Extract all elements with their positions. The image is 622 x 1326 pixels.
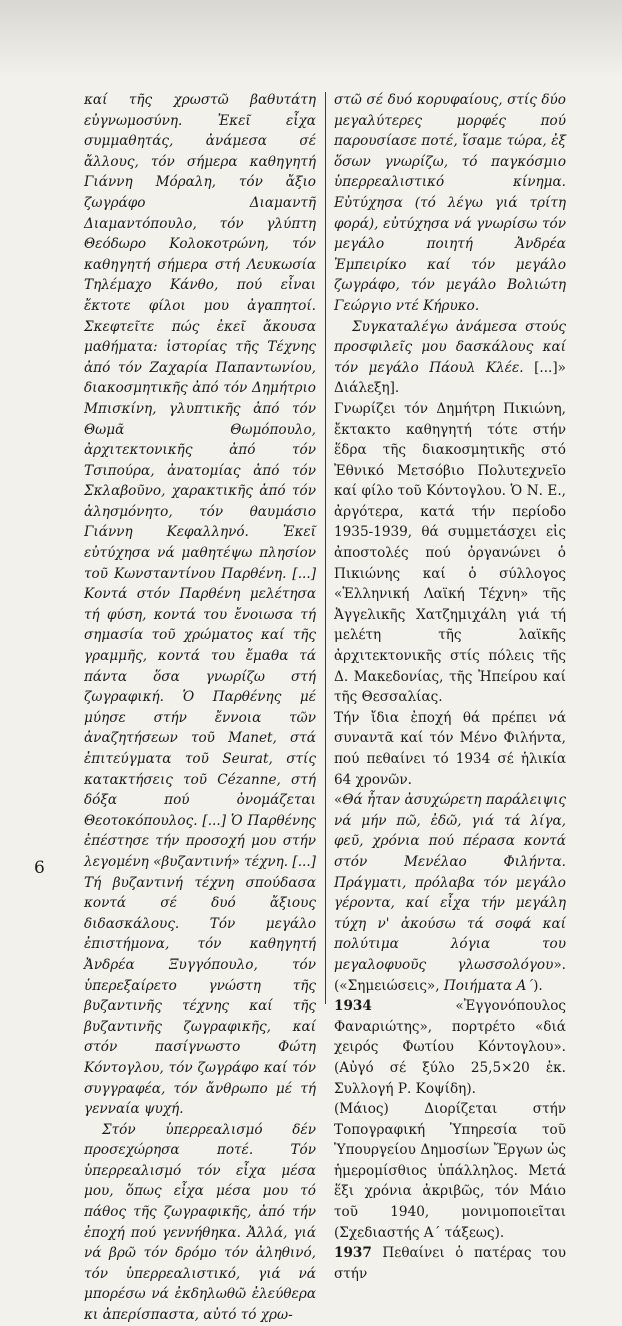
- text-run: «Ἐγγονόπουλος Φαναριώτης», πορτρέτο «διά χειρός Φωτίου Κόντογλου». (Αὐγό σέ ξύλο 25,5×20 ἑκ. Συλλογή Ρ. Κοψίδη).: [334, 998, 566, 1097]
- scan-top-shadow: [0, 0, 622, 78]
- left-column: [84, 90, 316, 1326]
- paragraph: Στόν ὑπερρεαλισμό δέν προσεχώρησα ποτέ. Τόν ὑπερρεαλισμό τόν εἶχα μέσα μου, ὅπως εἶχα μέσα μου τό πάθος τῆς ζωγραφικῆς, ἀπό τήν ἐποχή πού γεννήθηκα. Ἀλλά, γιά νά βρῶ τόν δρόμο τόν ἀληθινό, τόν ὑπερρεαλιστικό, γιά νά μπορέσω νά ἐκδηλωθῶ ἐλεύθερα κι ἀπερίσπαστα, αὐτό τό χρω-: [84, 1121, 316, 1324]
- text-run: ).: [533, 977, 543, 994]
- paragraph: [334, 996, 566, 1099]
- paragraph: [334, 1243, 566, 1284]
- text-run: Πεθαίνει ὁ πατέρας του στήν: [334, 1245, 566, 1282]
- paragraph: Τήν ἴδια ἐποχή θά πρέπει νά συναντᾶ καί τόν Μένο Φιλήντα, πού πεθαίνει τό 1934 σέ ἡλικία 64 χρονῶν.: [334, 709, 566, 788]
- text-run: ». («Σημειώσεις»,: [334, 956, 566, 994]
- text-run: Θά ἦταν ἀσυχώρετη παράλειψις νά μήν πῶ, ἐδῶ, γιά τά λίγα, φεῦ, χρόνια πού πέρασα κοντά στόν Μενέλαο Φιλήντα. Πράγματι, πρόλαβα τόν μεγάλο γέροντα, καί εἶχα τήν μεγάλη τύχη ν' ἀκούσω τά σοφά καί πολύτιμα λόγια του μεγαλοφυοῦς γλωσσολόγου: [334, 792, 566, 973]
- right-column: [334, 90, 566, 1284]
- paragraph: στῶ σέ δυό κορυφαίους, στίς δύο μεγαλύτερες μορφές πού παρουσίασε ποτέ, ἴσαμε τώρα, ἐξ ὅσων γνωρίζω, τό παγκόσμιο ὑπερρεαλιστικό κίνημα. Εὐτύχησα (τό λέγω γιά τρίτη φορά), εὐτύχησα νά γνωρίσω τόν μεγάλο ποιητή Ἀνδρέα Ἐμπειρίκο καί τόν μεγάλο ζωγράφο, τόν μεγάλο Βολιώτη Γεώργιο ντέ Κήρυκο.: [334, 92, 566, 314]
- text-run: [...]» Διάλεξη].: [334, 359, 566, 397]
- paragraph: Γνωρίζει τόν Δημήτρη Πικιώνη, ἔκτακτο καθηγητή τότε στήν ἕδρα τῆς διακοσμητικῆς στό Ἐθνικό Μετσόβιο Πολυτεχνεῖο καί φίλο τοῦ Κόντογλου. Ὁ Ν. Ε., ἀργότερα, κατά τήν περίοδο 1935-1939, θά συμμετάσχει εἰς ἀποστολές πού ὀργανώνει ὁ Πικιώνης καί ὁ σύλλογος «Ἑλληνική Λαϊκή Τέχνη» τῆς Ἀγγελικῆς Χατζημιχάλη γιά τή μελέτη τῆς λαϊκῆς ἀρχιτεκτονικῆς στίς πόλεις τῆς Δ. Μακεδονίας, τῆς Ἠπείρου καί τῆς Θεσσαλίας.: [334, 400, 566, 706]
- text-run: Ποιήματα Α΄: [443, 977, 534, 994]
- paragraph: [334, 317, 566, 399]
- text-run: «: [334, 792, 343, 809]
- paragraph: καί τῆς χρωστῶ βαθυτάτη εὐγνωμοσύνη. Ἐκεῖ εἶχα συμμαθητάς, ἀνάμεσα σέ ἄλλους, τόν σήμερα καθηγητή Γιάννη Μόραλη, τόν ἄξιο ζωγράφο Διαμαντῆ Διαμαντόπουλο, τόν γλύπτη Θεόδωρο Κολοκοτρώνη, τόν καθηγητή σήμερα στή Λευκωσία Τηλέμαχο Κάνθο, πού εἶναι ἔκτοτε φίλοι μου ἀγαπητοί. Σκεφτεῖτε πώς ἐκεῖ ἄκουσα μαθήματα: ἱστορίας τῆς Τέχνης ἀπό τόν Ζαχαρία Παπαντωνίου, διακοσμητικῆς ἀπό τόν Δημήτριο Μπισκίνη, γλυπτικῆς ἀπό τόν Θωμᾶ Θωμόπουλο, ἀρχιτεκτονικῆς ἀπό τόν Τσιπούρα, ἀνατομίας ἀπό τόν Σκλαβοῦνο, χαρακτικῆς ἀπό τόν ἀλησμόνητο, τόν θαυμάσιο Γιάννη Κεφαλληνό. Ἐκεῖ εὐτύχησα νά μαθητέψω πλησίον τοῦ Κωνσταντίνου Παρθένη. [...] Κοντά στόν Παρθένη μελέτησα τή φύση, κοντά του ἔνοιωσα τή σημασία τοῦ χρώματος καί τῆς γραμμῆς, κοντά του ἔμαθα τά πάντα ὅσα γνωρίζω στή ζωγραφική. Ὁ Παρθένης μέ μύησε στήν ἔννοια τῶν ἀναζητήσεων τοῦ Manet, στά ἐπιτεύγματα τοῦ Seurat, στίς κατακτήσεις τοῦ Cézanne, στή δόξα πού ὀνομάζεται Θεοτοκόπουλος. [...] Ὁ Παρθένης ἐπέστησε τήν προσοχή μου στήν λεγομένη «βυζαντινή» τέχνη. [...] Τή βυζαντινή τέχνη σπούδασα κοντά σέ δυό ἄξιους διδασκάλους. Τόν μεγάλο ἐπιστήμονα, τόν καθηγητή Ἀνδρέα Ξυγγόπουλο, τόν ὑπερεξαίρετο γνώστη τῆς βυζαντινῆς τέχνης καί τῆς βυζαντινῆς ζωγραφικῆς, καί στόν πασίγνωστο Φώτη Κόντογλου, τόν ζωγράφο καί τόν συγγραφέα, τόν ἄνθρωπο μέ τή γενναία ψυχή.: [84, 92, 316, 1118]
- page-number: 6: [34, 858, 45, 878]
- paragraph: (Μάιος) Διορίζεται στήν Τοπογραφική Ὑπηρεσία τοῦ Ὑπουργείου Δημοσίων Ἔργων ὡς ἡμερομίσθιος ὑπάλληλος. Μετά ἕξι χρόνια ἀκριβῶς, τόν Μάιο τοῦ 1940, μονιμοποιεῖται (Σχεδιαστής Α΄ τάξεως).: [334, 1101, 566, 1241]
- text-run: 1937: [334, 1245, 372, 1262]
- paragraph: [334, 790, 566, 996]
- text-run: 1934: [334, 998, 372, 1015]
- column-divider: [325, 92, 326, 1004]
- text-run: Συγκαταλέγω ἀνάμεσα στούς προσφιλεῖς μου δασκάλους καί τόν μεγάλο Πάουλ Κλέε.: [334, 318, 566, 376]
